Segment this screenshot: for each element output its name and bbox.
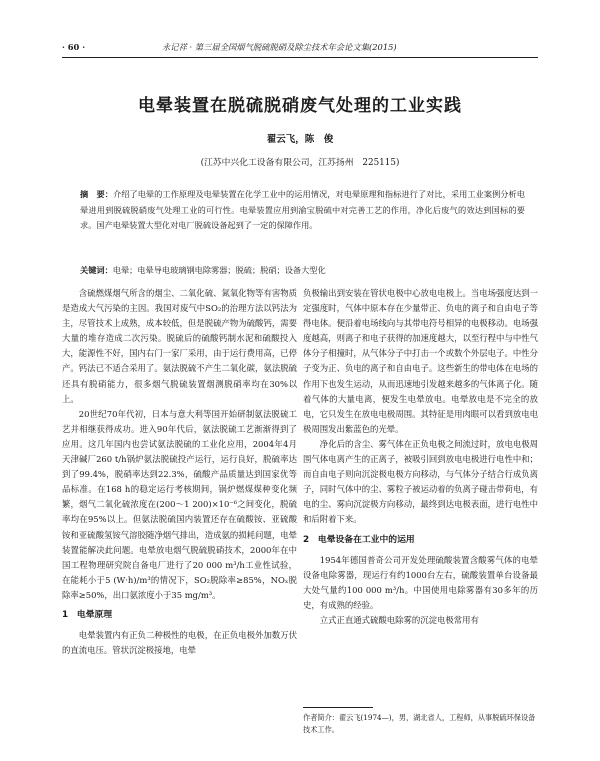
running-header: [62, 40, 538, 54]
keywords-text: 电晕；电晕导电玻璃钢电除雾器；脱硫；脱硝；设备大型化: [112, 265, 326, 275]
right-column: [303, 286, 538, 628]
body-paragraph: 1954年德国普奇公司开发处理硫酸装置含酸雾气体的电晕设备电除雾器，现运行有约1000台左右，硫酸装置单台设备最大处气量约100 000 m³/h。中国使用电除雾器有30多年的历史，有成熟的经验。: [303, 554, 538, 610]
abstract-label: 摘 要：: [80, 189, 113, 199]
paper-title: 电晕装置在脱硫脱硝废气处理的工业实践: [138, 96, 462, 116]
abstract-text: 介绍了电晕的工作原理及电晕装置在化学工业中的运用情况，对电晕原理和指标进行了对比，采用工业案例分析电晕进用到脱硫脱硝废气处理工业的可行性。电晕装置应用到渝宝脱硫中对完善工艺的作用，净化后废气的效达到国标的要求。国产电晕装置大型化对电厂脱硫设备起到了一定的保障作用。: [80, 189, 525, 231]
running-title: 永记祥 · 第三届全国烟气脱硫脱硝及除尘技术年会论文集(2015): [162, 42, 397, 52]
body-paragraph: 20世纪70年代初，日本与意大利等国开始研制氨法脱硫工艺并相继获得成功。进入90年代后，氨法脱硫工艺渐渐得到了应用。这几年国内也尝试氨法脱硫的工业化应用，2004年4月天津碱厂260 t/h锅炉氨法脱硫投产运行，运行良好，脱硫率达到了99.4%，脱硝率达到22.3%，硫酸产品质量达到国家优等品标准。在168 h的稳定运行考核期间，锅炉燃煤煤种变化频繁，烟气二氧化硫浓度在(200～1 200)×10⁻⁶之间变化，脱硫率均在95%以上。但氨法脱硫国内装置还存在硫酸铵、亚硫酸铵和亚硫酸氢铵气溶胶随净烟气排出，造成氨的损耗问题，电晕装置能解决此问题。电晕放电烟气脱硫脱硝技术，2000年在中国工程物理研究院自备电厂进行了20 000 m³/h工业性试验，在能耗小于5 (W·h)/m³的情况下，SO₂脱除率≥85%，NOₓ脱除率≥50%，出口氨浓度小于35 mg/m³。: [62, 408, 297, 600]
body-paragraph: 含硫燃煤烟气所含的烟尘、二氧化硫、氮氧化物等有害物质是造成大气污染的主因。我国对废气中SO₂的治理方法以钙法为主，尽管技术上成熟，成本较低，但是脱硫产物为硫酸钙，需要大量的堆存造成二次污染。脱硫后的硫酸钙制水泥和硫酸投入大，能源性不好，国内右门一家厂采用，由于运行费用高，已停产。钙法已不适合采用了。氨法脱硫不产生二氧化碳，氨法脱硫还具有脱硝能力，很多烟气脱硫装置烟测脱硝率均在30%以上。: [62, 288, 297, 404]
section-heading: 2 电晕设备在工业中的运用: [303, 534, 415, 545]
page-number: · 60 ·: [62, 42, 86, 52]
footnote-rule: [303, 707, 373, 708]
body-paragraph: 电晕装置内有正负二种极性的电极，在正负电极外加数万伏的直流电压。管状沉淀极接地，电晕: [62, 630, 297, 656]
header-rule: [62, 57, 538, 58]
footnote: 作者简介：翟云飞(1974—)，男，湖北省人，工程师，从事脱硫环保设备技术工作。: [303, 713, 536, 734]
body-paragraph: 立式正直通式硫酸电除雾的沉淀电极常用有: [319, 614, 479, 625]
section-heading: 1 电晕原理: [62, 609, 113, 620]
body-paragraph: 净化后的含尘、雾气体在正负电极之间流过时，放电电极周围气体电离产生的正离子，被吸引回到放电电极进行电性中和；而自由电子则向沉淀极电极方向移动，与气体分子结合行成负离子，同时气体中的尘、雾粒子被运动着的负离子碰击带荷电，有电的尘、雾向沉淀极方向移动，最终到达电极表面，进行电性中和后附着下来。: [303, 438, 538, 525]
paper-authors: 翟云飞，陈 俊: [266, 134, 334, 145]
keywords: [80, 263, 525, 278]
paper-affiliation: (江苏中兴化工设备有限公司，江苏扬州 225115): [200, 158, 400, 168]
keywords-label: 关键词：: [80, 265, 113, 275]
left-column: [62, 286, 297, 658]
body-paragraph: 负极输出到安装在管状电极中心放电电极上。当电场强度达到一定强度时，气体中原本存在少量带正、负电的离子和自由电子等得电体。便沿着电场线向与其带电符号相异的电极移动。电场强度越高，则离子和电子获得的加速度越大，以至行程中与中性气体分子相撞时，从气体分子中打击一个或数个外层电子。中性分子变为正、负电的离子和自由电子。这些新生的带电体在电场的作用下也发生运动，从而迅速地引发越来越多的气体离子化。随着气体的大量电离，便发生电晕放电。电晕放电是不完全的放电，它只发生在放电电极周围。其特征是用肉眼可以看到放电电极周围发出紫蓝色的光晕。: [303, 288, 538, 434]
abstract: [80, 187, 525, 234]
